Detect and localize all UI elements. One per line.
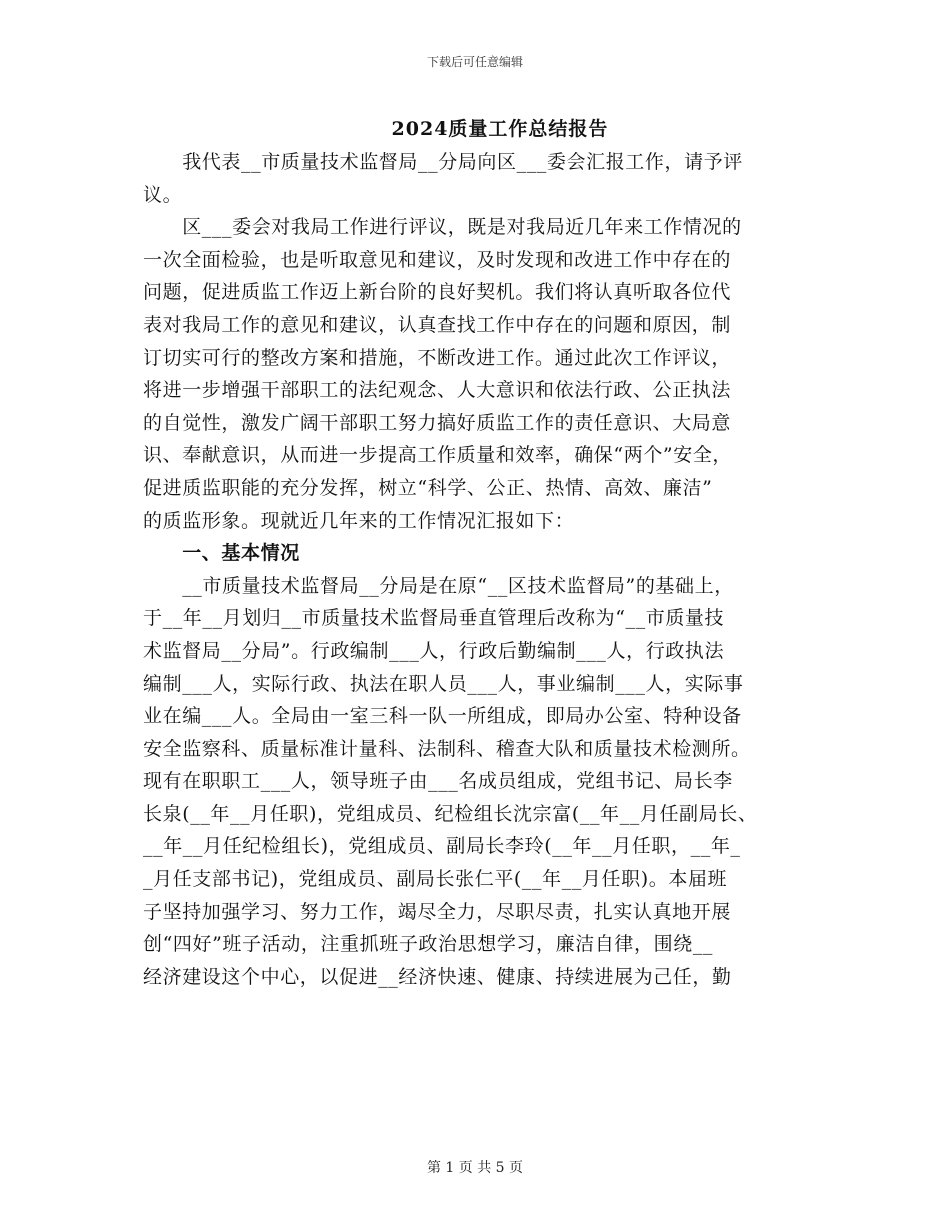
body-line: 议。	[143, 183, 183, 206]
body-line: 于__年__月划归__市质量技术监督局垂直管理后改称为“__市质量技	[143, 607, 725, 630]
body-line: _月任支部书记)，党组成员、副局长张仁平(__年__月任职)。本届班	[143, 868, 728, 891]
body-line: 创“四好”班子活动，注重抓班子政治思想学习，廉洁自律，围绕__	[143, 933, 714, 956]
body-line: __年__月任纪检组长)，党组成员、副局长李玲(__年__月任职，__年_	[143, 835, 741, 858]
body-line: 我代表__市质量技术监督局__分局向区___委会汇报工作，请予评	[143, 151, 743, 173]
body-line: 促进质监职能的充分发挥，树立“科学、公正、热情、高效、廉洁”	[143, 476, 713, 499]
body-line: 将进一步增强干部职工的法纪观念、人大意识和依法行政、公正执法	[143, 379, 732, 402]
body-line: 表对我局工作的意见和建议，认真查找工作中存在的问题和原因，制	[143, 313, 732, 336]
body-line: 一次全面检验，也是听取意见和建议，及时发现和改进工作中存在的	[143, 248, 732, 271]
body-line: 经济建设这个中心，以促进__经济快速、健康、持续进展为己任，勤	[143, 965, 732, 988]
body-line: 子坚持加强学习、努力工作，竭尽全力，尽职尽责，扎实认真地开展	[143, 900, 732, 923]
body-line: 订切实可行的整改方案和措施，不断改进工作。通过此次工作评议，	[143, 346, 732, 369]
body-line: 长泉(__年__月任职)，党组成员、纪检组长沈宗富(__年__月任副局长、	[143, 802, 758, 825]
body-line: 现有在职职工___人，领导班子由___名成员组成，党组书记、局长李	[143, 770, 733, 793]
body-line: 术监督局__分局”。行政编制___人，行政后勤编制___人，行政执法	[143, 639, 725, 662]
document-body	[143, 146, 811, 993]
body-line: 安全监察科、质量标准计量科、法制科、稽查大队和质量技术检测所。	[143, 737, 751, 760]
body-line: 编制___人，实际行政、执法在职人员___人，事业编制___人，实际事	[143, 672, 744, 695]
body-line: 区___委会对我局工作进行评议，既是对我局近几年来工作情况的	[143, 216, 742, 239]
header-note: 下载后可任意编辑	[426, 55, 523, 69]
body-line: 的自觉性，激发广阔干部职工努力搞好质监工作的责任意识、大局意	[143, 411, 732, 434]
body-line: 业在编___人。全局由一室三科一队一所组成，即局办公室、特种设备	[143, 705, 742, 728]
body-line: 识、奉献意识，从而进一步提高工作质量和效率，确保“两个”安全，	[143, 444, 733, 467]
body-line: 问题，促进质监工作迈上新台阶的良好契机。我们将认真听取各位代	[143, 281, 732, 304]
section-heading: 一、基本情况	[143, 542, 300, 565]
body-line: 的质监形象。现就近几年来的工作情况汇报如下：	[143, 509, 575, 532]
page-number-footer: 第 1 页 共 5 页	[426, 1160, 524, 1176]
body-line: __市质量技术监督局__分局是在原“__区技术监督局”的基础上，	[143, 574, 734, 597]
document-title: 2024质量工作总结报告	[391, 118, 609, 140]
